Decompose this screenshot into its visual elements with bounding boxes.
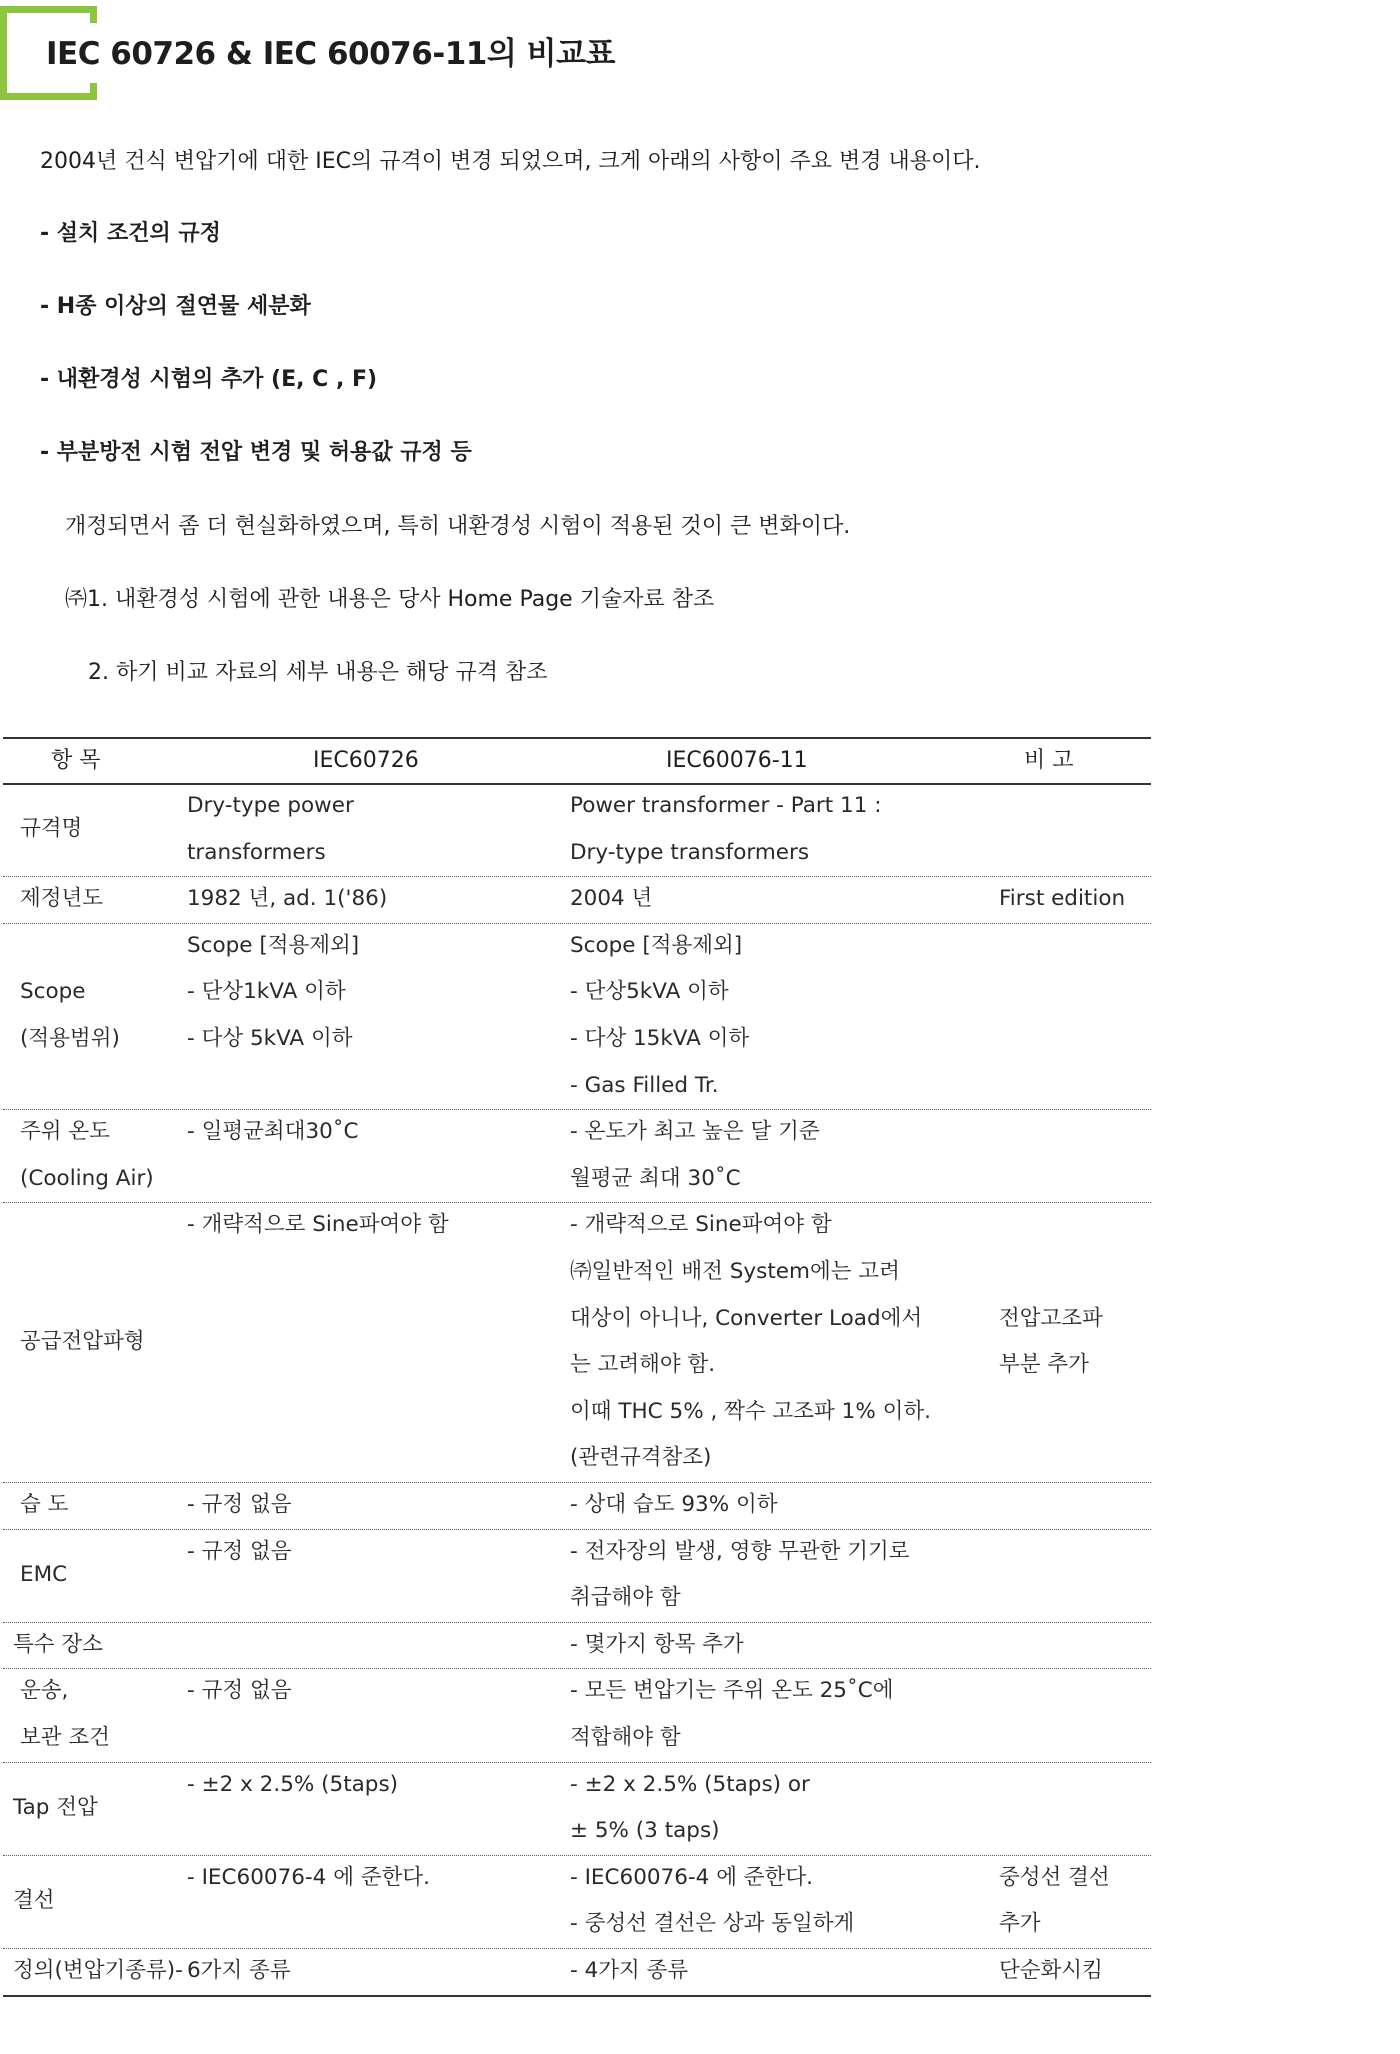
- table-cell-item: Tap 전압: [13, 1794, 98, 1820]
- row-divider: [3, 1668, 1151, 1669]
- note-1: ㈜1. 내환경성 시험에 관한 내용은 당사 Home Page 기술자료 참조: [65, 587, 715, 612]
- table-cell-b: 적합해야 함: [570, 1725, 681, 1750]
- row-divider: [3, 1109, 1151, 1110]
- intro-text: 2004년 건식 변압기에 대한 IEC의 규격이 변경 되었으며, 크게 아래의 사항이 주요 변경 내용이다.: [40, 149, 981, 174]
- table-cell-b: 이때 THC 5% , 짝수 고조파 1% 이하.: [570, 1398, 931, 1424]
- table-cell-a: - IEC60076-4 에 준한다.: [187, 1864, 430, 1890]
- table-cell-b: - 모든 변압기는 주위 온도 25˚C에: [570, 1678, 894, 1704]
- table-cell-b: - 4가지 종류: [570, 1958, 689, 1983]
- change-item: - H종 이상의 절연물 세분화: [40, 294, 311, 319]
- summary-text: 개정되면서 좀 더 현실화하였으며, 특히 내환경성 시험이 적용된 것이 큰 변화이다.: [65, 514, 851, 539]
- table-cell-b: (관련규격참조): [570, 1445, 712, 1471]
- table-top-rule: [3, 737, 1151, 739]
- table-cell-a: 6가지 종류: [187, 1958, 291, 1983]
- table-cell-item: (적용범위): [20, 1026, 120, 1051]
- table-cell-a: - 일평균최대30˚C: [187, 1119, 359, 1145]
- row-divider: [3, 1855, 1151, 1856]
- bracket-tip-bottom: [90, 83, 97, 100]
- table-cell-item: Scope: [20, 979, 86, 1005]
- table-cell-b: 2004 년: [570, 886, 653, 912]
- table-cell-a: - ±2 x 2.5% (5taps): [187, 1771, 399, 1797]
- table-cell-b: - 중성선 결선은 상과 동일하게: [570, 1911, 855, 1937]
- table-cell-item: 규격명: [20, 816, 83, 842]
- table-cell-a: Scope [적용제외]: [187, 932, 360, 958]
- table-cell-item: 결선: [13, 1888, 55, 1914]
- header-item: 항 목: [51, 748, 101, 773]
- table-cell-b: - 상대 습도 93% 이하: [570, 1492, 778, 1517]
- row-divider: [3, 1202, 1151, 1203]
- table-cell-item: 특수 장소: [13, 1631, 103, 1657]
- table-cell-item: 정의(변압기종류)-: [13, 1958, 183, 1983]
- table-cell-item: 제정년도: [20, 886, 104, 912]
- table-cell-b: Scope [적용제외]: [570, 932, 743, 958]
- table-cell-b: - 몇가지 항목 추가: [570, 1631, 744, 1657]
- header-iec60726: IEC60726: [313, 748, 419, 773]
- bracket-tip-top: [90, 6, 97, 23]
- table-cell-item: EMC: [20, 1561, 68, 1587]
- table-cell-item: 공급전압파형: [20, 1328, 145, 1354]
- table-cell-item: 주위 온도: [20, 1119, 110, 1145]
- header-rule: [3, 783, 1151, 785]
- table-cell-a: - 규정 없음: [187, 1538, 292, 1564]
- change-item: - 부분방전 시험 전압 변경 및 허용값 규정 등: [40, 440, 472, 465]
- table-cell-item: 운송,: [20, 1678, 69, 1704]
- row-divider: [3, 876, 1151, 877]
- row-divider: [3, 1622, 1151, 1623]
- table-cell-b: - 다상 15kVA 이하: [570, 1026, 750, 1051]
- table-cell-b: ㈜일반적인 배전 System에는 고려: [570, 1259, 900, 1284]
- table-cell-r: 추가: [999, 1911, 1041, 1937]
- table-cell-b: - ±2 x 2.5% (5taps) or: [570, 1771, 810, 1797]
- table-cell-r: 부분 추가: [999, 1352, 1089, 1378]
- change-item: - 내환경성 시험의 추가 (E, C , F): [40, 367, 378, 392]
- header-remark: 비 고: [1024, 748, 1074, 773]
- table-cell-r: First edition: [999, 886, 1126, 912]
- table-cell-a: Dry-type power: [187, 793, 354, 818]
- table-cell-a: - 개략적으로 Sine파여야 함: [187, 1212, 449, 1238]
- note-2: 2. 하기 비교 자료의 세부 내용은 해당 규격 참조: [88, 660, 548, 685]
- row-divider: [3, 1762, 1151, 1763]
- table-cell-b: Power transformer - Part 11 :: [570, 793, 882, 818]
- table-cell-r: 단순화시킴: [999, 1958, 1103, 1983]
- table-cell-r: 중성선 결선: [999, 1864, 1110, 1890]
- table-cell-b: 취급해야 함: [570, 1585, 681, 1611]
- change-item: - 설치 조건의 규정: [40, 221, 221, 246]
- table-cell-item: 습 도: [20, 1492, 69, 1517]
- table-cell-b: - 온도가 최고 높은 달 기준: [570, 1119, 820, 1145]
- header-iec60076: IEC60076-11: [666, 748, 808, 773]
- table-cell-a: transformers: [187, 839, 326, 865]
- row-divider: [3, 1995, 1151, 1997]
- table-cell-b: - IEC60076-4 에 준한다.: [570, 1864, 813, 1890]
- table-cell-item: 보관 조건: [20, 1725, 110, 1750]
- table-cell-b: - 개략적으로 Sine파여야 함: [570, 1212, 832, 1238]
- table-cell-r: 전압고조파: [999, 1305, 1103, 1331]
- table-cell-b: Dry-type transformers: [570, 839, 810, 865]
- table-cell-item: (Cooling Air): [20, 1165, 154, 1191]
- table-cell-b: ± 5% (3 taps): [570, 1818, 720, 1844]
- table-cell-b: - 단상5kVA 이하: [570, 979, 729, 1005]
- row-divider: [3, 1529, 1151, 1530]
- table-cell-a: - 규정 없음: [187, 1492, 292, 1517]
- table-cell-b: 는 고려해야 함.: [570, 1352, 716, 1378]
- table-cell-b: - 전자장의 발생, 영향 무관한 기기로: [570, 1538, 910, 1564]
- row-divider: [3, 923, 1151, 924]
- row-divider: [3, 1482, 1151, 1483]
- table-cell-b: 월평균 최대 30˚C: [570, 1165, 741, 1191]
- row-divider: [3, 1948, 1151, 1949]
- table-cell-a: - 단상1kVA 이하: [187, 979, 346, 1005]
- table-cell-b: - Gas Filled Tr.: [570, 1072, 719, 1098]
- table-cell-b: 대상이 아니나, Converter Load에서: [570, 1305, 923, 1331]
- table-cell-a: - 규정 없음: [187, 1678, 292, 1704]
- page-title: IEC 60726 & IEC 60076-11의 비교표: [46, 36, 615, 72]
- table-cell-a: 1982 년, ad. 1('86): [187, 886, 388, 912]
- table-cell-a: - 다상 5kVA 이하: [187, 1026, 353, 1051]
